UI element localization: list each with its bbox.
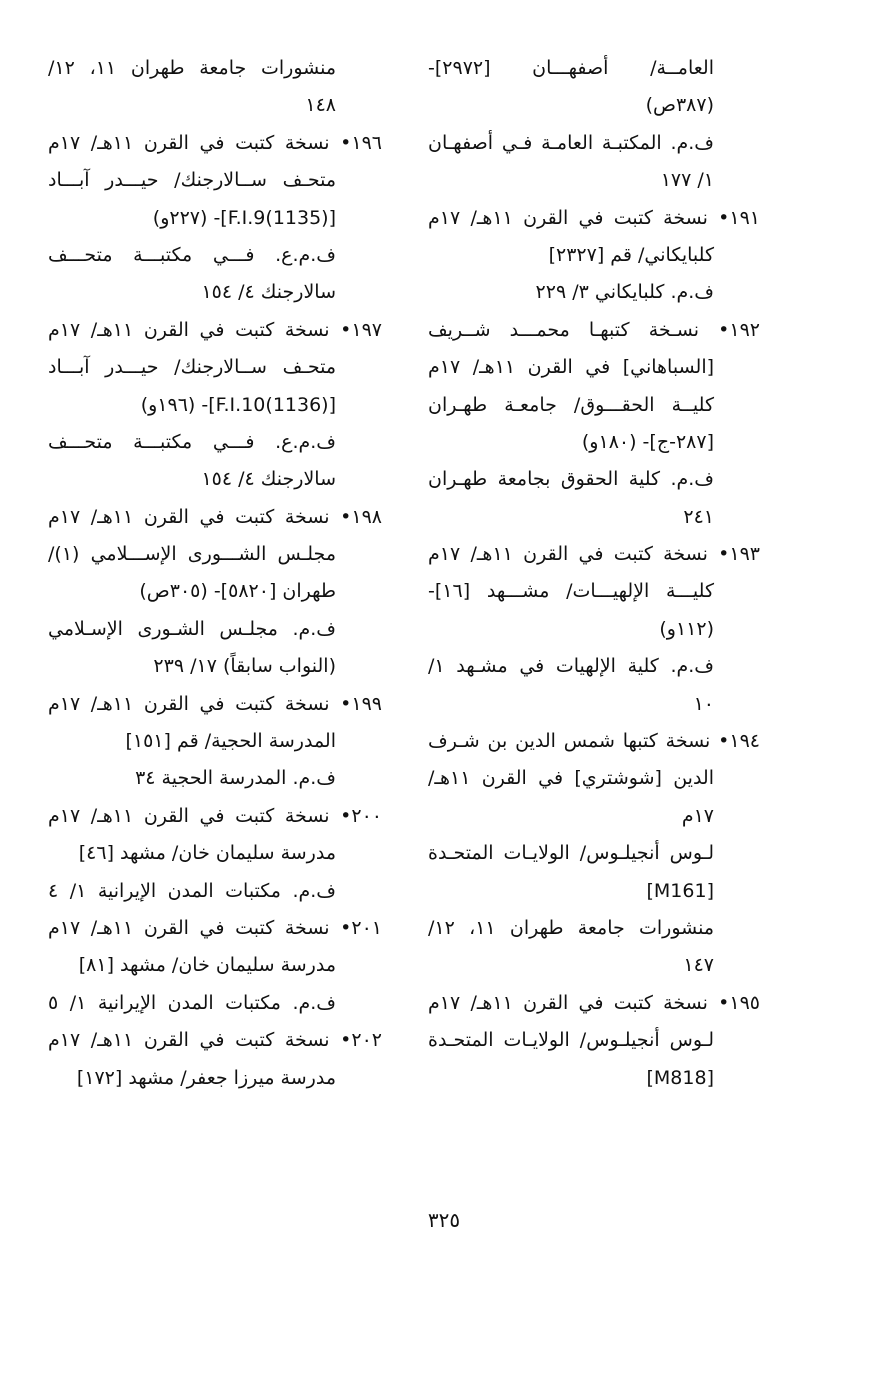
entry-line: ١٤٧	[683, 954, 714, 977]
entry-line: ف.م. مكتبات المدن الإيرانية ١/ ٤	[48, 879, 336, 902]
entry-line: [٢٨٧-ج]- (١٨٠و)	[581, 430, 714, 453]
entry-line: لـوس أنجيلـوس/ الولايـات المتحـدة	[428, 842, 714, 865]
entry-line: منشورات جامعة طهران ١١، ١٢/	[428, 916, 715, 939]
entry-heading: ١٩٤• نسخة كتبها شمس الدين بن شـرف	[428, 730, 760, 753]
entry-line: [(1135)F.I.9]- (٢٢٧و)	[152, 206, 336, 229]
entry-heading: ٢٠٢• نسخة كتبت في القرن ١١هـ/ ١٧م	[48, 1029, 382, 1052]
left-column	[48, 50, 382, 1097]
entry-heading: ٢٠٠• نسخة كتبت في القرن ١١هـ/ ١٧م	[48, 804, 382, 827]
entry-line: كلبايكاني/ قم [٢٣٢٧]	[548, 243, 714, 266]
entry-line: [السباهاني] في القرن ١١هـ/ ١٧م	[428, 356, 715, 379]
entry-line: ١٧م	[681, 804, 714, 827]
entry-line: ف.م. كلية الحقوق بجامعة طهـران	[428, 468, 714, 491]
entry-line: مدرسة سليمان خان/ مشهد [٨١]	[78, 954, 336, 977]
entry-line: ف.م. المدرسة الحجية ٣٤	[135, 767, 336, 790]
entry-line: متحـف ســالارجنك/ حيـــدر آبـــاد	[48, 169, 336, 192]
entry-line: [M818]	[646, 1066, 714, 1089]
entry-line: المدرسة الحجية/ قم [١٥١]	[125, 730, 336, 753]
entry-line: [(1136)F.I.10]- (١٩٦و)	[140, 393, 336, 416]
entry-line: كليــة الحقـــوق/ جامعـة طهـران	[428, 393, 714, 416]
entry-line: مدرسة ميرزا جعفر/ مشهد [١٧٢]	[76, 1066, 336, 1089]
entry-heading: ١٩٣• نسخة كتبت في القرن ١١هـ/ ١٧م	[428, 543, 760, 566]
entry-line: ١٤٨	[305, 94, 336, 117]
entry-heading: ١٩١• نسخة كتبت في القرن ١١هـ/ ١٧م	[428, 206, 760, 229]
entry-line: منشورات جامعة طهران ١١، ١٢/	[48, 57, 337, 79]
entry-heading: ١٩٥• نسخة كتبت في القرن ١١هـ/ ١٧م	[428, 991, 760, 1014]
entry-line: العامــة/ أصفهـــان [٢٩٧٢]-	[428, 57, 714, 79]
entry-heading: ١٩٩• نسخة كتبت في القرن ١١هـ/ ١٧م	[48, 692, 382, 715]
right-column	[428, 50, 760, 1097]
entry-line: مجلـس الشـــورى الإســـلامي (١)/	[48, 543, 336, 566]
entry-line: سالارجنك ٤/ ١٥٤	[201, 468, 336, 491]
entry-line: ١/ ١٧٧	[660, 169, 714, 192]
entry-line: سالارجنك ٤/ ١٥٤	[201, 281, 336, 304]
entry-line: ف.م. المكتبـة العامـة فـي أصفهـان	[428, 131, 714, 154]
entry-line: (١١٢و)	[659, 617, 714, 640]
entry-line: كليـــة الإلهيـــات/ مشـــهد [١٦]-	[428, 580, 714, 603]
entry-line: طهران [٥٨٢٠]- (٣٠٥ص)	[139, 580, 336, 603]
entry-line: ف.م. كلبايكاني ٣/ ٢٢٩	[535, 281, 714, 304]
entry-line: لـوس أنجيلـوس/ الولايـات المتحـدة	[428, 1029, 714, 1052]
entry-line: ٢٤١	[683, 505, 714, 528]
entry-heading: ١٩٧• نسخة كتبت في القرن ١١هـ/ ١٧م	[48, 318, 382, 341]
page-number: ٣٢٥	[427, 1208, 461, 1232]
entry-line: ف.م.ع. فـــي مكتبـــة متحـــف	[48, 243, 336, 266]
entry-heading: ١٩٦• نسخة كتبت في القرن ١١هـ/ ١٧م	[48, 131, 382, 154]
entry-line: ف.م. مجلـس الشـورى الإسـلامي	[48, 617, 336, 640]
entry-heading: ١٩٢• نسـخة كتبهـا محمـــد شــريف	[428, 318, 760, 341]
entry-line: متحـف ســالارجنك/ حيـــدر آبـــاد	[48, 356, 336, 379]
entry-line: [M161]	[646, 879, 714, 902]
entry-line: ف.م. مكتبات المدن الإيرانية ١/ ٥	[48, 991, 336, 1014]
entry-line: الدين [شوشتري] في القرن ١١هـ/	[428, 767, 714, 790]
entry-line: (النواب سابقاً) ١٧/ ٢٣٩	[153, 655, 336, 678]
entry-heading: ٢٠١• نسخة كتبت في القرن ١١هـ/ ١٧م	[48, 916, 382, 939]
entry-line: ف.م.ع. فـــي مكتبـــة متحـــف	[48, 430, 336, 453]
entry-heading: ١٩٨• نسخة كتبت في القرن ١١هـ/ ١٧م	[48, 505, 382, 528]
entry-line: (٣٨٧ص)	[645, 94, 714, 117]
entry-line: ١٠	[693, 692, 714, 715]
entry-line: مدرسة سليمان خان/ مشهد [٤٦]	[78, 842, 336, 865]
entry-line: ف.م. كلية الإلهيات في مشـهد ١/	[428, 655, 714, 678]
